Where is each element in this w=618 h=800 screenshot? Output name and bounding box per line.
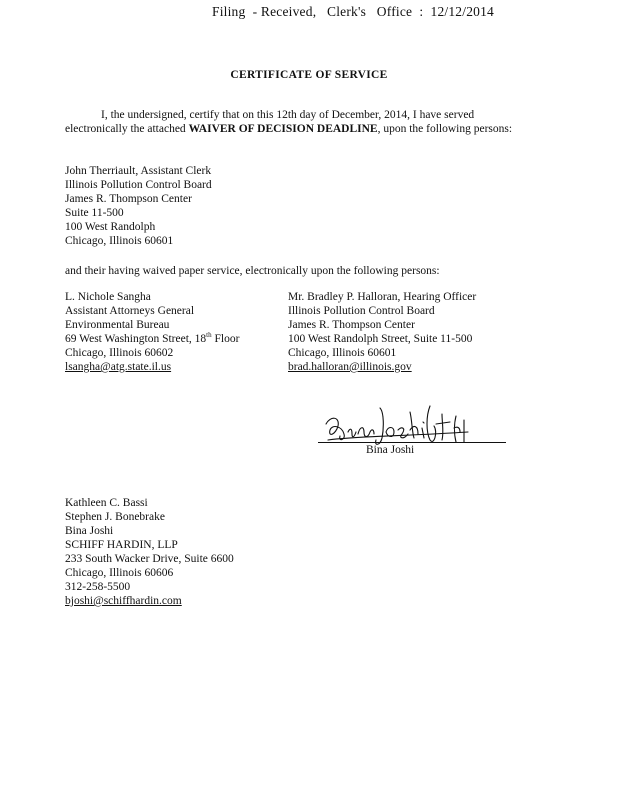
service-address-right — [288, 290, 476, 374]
address-line: Suite 11-500 — [65, 207, 124, 219]
service-address-left — [65, 290, 239, 374]
street-text: 69 West Washington Street, 18 — [65, 333, 207, 345]
address-line: James R. Thompson Center — [65, 193, 192, 205]
address-line: Illinois Pollution Control Board — [65, 179, 212, 191]
attorney-name: Stephen J. Bonebrake — [65, 511, 165, 523]
address-line: 100 West Randolph — [65, 221, 156, 233]
filing-stamp: Filing - Received, Clerk's Office : 12/12/2014 — [212, 4, 494, 19]
address-line: Chicago, Illinois 60601 — [65, 235, 174, 247]
signer-name: Bina Joshi — [366, 444, 415, 456]
address-line: James R. Thompson Center — [288, 319, 415, 331]
document-title: WAIVER OF DECISION DEADLINE — [188, 123, 378, 135]
attorney-name: Bina Joshi — [65, 525, 114, 537]
address-line: Illinois Pollution Control Board — [288, 305, 435, 317]
intro-text-end: , upon the following persons: — [377, 123, 513, 135]
floor-text: Floor — [211, 333, 240, 345]
ordinal-suffix: th — [206, 331, 212, 340]
address-line: Chicago, Illinois 60601 — [288, 347, 397, 359]
address-line: Chicago, Illinois 60602 — [65, 347, 174, 359]
email-link[interactable]: bjoshi@schiffhardin.com — [65, 595, 182, 607]
address-line: 233 South Wacker Drive, Suite 6600 — [65, 553, 234, 565]
waived-service-text: and their having waived paper service, electronically upon the following persons: — [65, 265, 440, 277]
phone-number: 312-258-5500 — [65, 581, 131, 593]
address-line: L. Nichole Sangha — [65, 291, 151, 303]
firm-name: SCHIFF HARDIN, LLP — [65, 539, 178, 551]
certification-paragraph — [65, 108, 535, 136]
clerk-address — [65, 164, 212, 248]
email-link[interactable]: brad.halloran@illinois.gov — [288, 361, 412, 373]
address-line: Environmental Bureau — [65, 319, 170, 331]
counsel-block — [65, 496, 234, 608]
email-link[interactable]: lsangha@atg.state.il.us — [65, 361, 172, 373]
address-line: Chicago, Illinois 60606 — [65, 567, 174, 579]
address-line: Mr. Bradley P. Halloran, Hearing Officer — [288, 291, 477, 303]
address-line: John Therriault, Assistant Clerk — [65, 165, 212, 177]
address-line — [65, 332, 239, 346]
intro-text: I, the undersigned, certify that on this 12th day of December, 2014, I have served electronically the attached — [65, 109, 475, 135]
address-line: Assistant Attorneys General — [65, 305, 195, 317]
address-line: 100 West Randolph Street, Suite 11-500 — [288, 333, 473, 345]
page-title: CERTIFICATE OF SERVICE — [230, 69, 388, 81]
attorney-name: Kathleen C. Bassi — [65, 497, 148, 509]
